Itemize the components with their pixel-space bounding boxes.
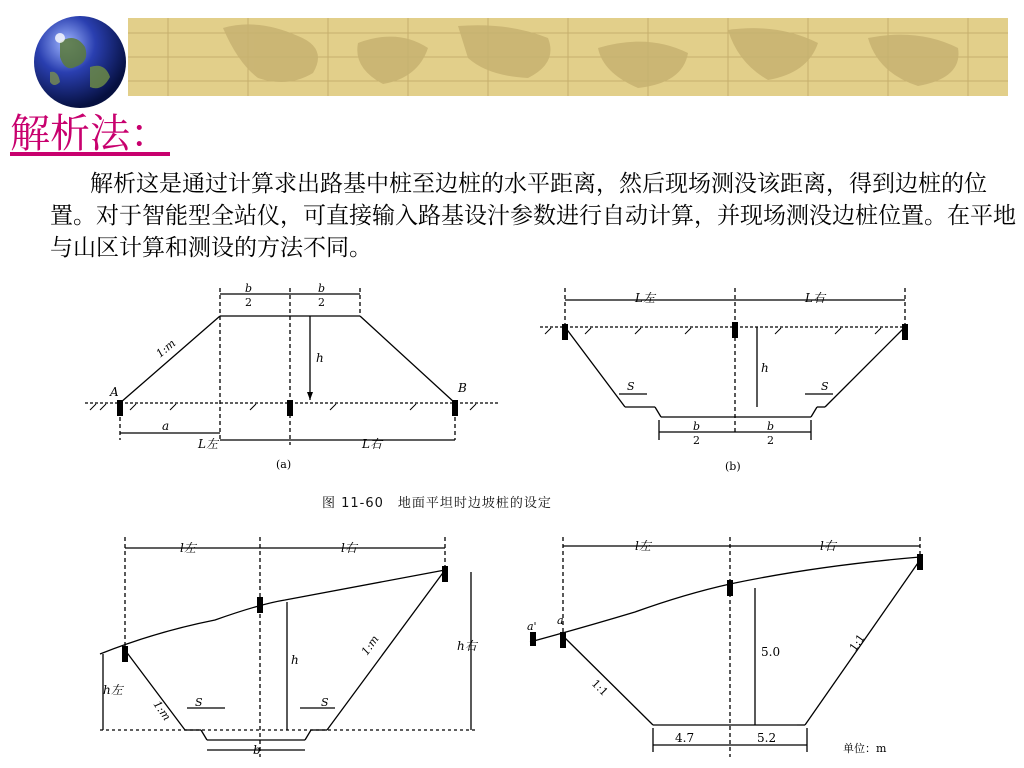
globe-icon: [30, 12, 130, 112]
label-s-right: S: [821, 380, 829, 393]
body-paragraph: [50, 168, 1024, 264]
label-L-right: L右: [805, 291, 825, 305]
label-a-prime: a': [527, 620, 537, 633]
label-b-left: b: [693, 420, 701, 433]
label-h-left: h左: [103, 683, 123, 697]
label-width-right: 5.2: [757, 731, 777, 745]
label-l-right: l右: [341, 541, 357, 555]
label-two-right: 2: [767, 434, 774, 447]
label-slope-right: 1:m: [358, 632, 382, 658]
page-title: 解析法：: [10, 111, 170, 157]
figure-caption: 图 11-60 地面平坦时边坡桩的设定: [322, 496, 552, 511]
label-l-right: l右: [820, 539, 836, 553]
panel-label-b: (b): [725, 460, 741, 473]
figure-c: [95, 532, 495, 766]
header-banner: [128, 18, 1008, 96]
label-two-left: 2: [693, 434, 700, 447]
label-point-a: A: [110, 385, 119, 399]
label-a: a: [557, 614, 564, 627]
figure-d: [525, 532, 925, 766]
label-height: 5.0: [761, 645, 781, 659]
panel-label-a: (a): [276, 458, 292, 471]
label-b-right: b: [767, 420, 775, 433]
label-s-left: S: [195, 696, 203, 709]
label-b: b: [253, 743, 261, 757]
figure-b: [535, 282, 915, 481]
label-h: h: [291, 653, 299, 667]
label-point-b: B: [458, 381, 467, 395]
label-width-left: 4.7: [675, 731, 695, 745]
label-unit: 单位：m: [843, 742, 887, 755]
label-s-right: S: [321, 696, 329, 709]
figure-a: [80, 280, 510, 479]
label-a: a: [162, 419, 170, 433]
label-l-left: l左: [180, 541, 196, 555]
label-s-left: S: [627, 380, 635, 393]
label-slope-right: 1:1: [846, 631, 868, 654]
label-h-right: h右: [457, 639, 477, 653]
label-L-left: L左: [635, 291, 655, 305]
label-L-left: L左: [198, 437, 218, 451]
label-b-half-right: b: [318, 282, 326, 295]
label-h: h: [316, 351, 324, 365]
label-slope: 1:m: [153, 336, 179, 361]
label-slope-left: 1:m: [150, 698, 174, 724]
label-b-half-left: b: [245, 282, 253, 295]
label-L-right: L右: [362, 437, 382, 451]
label-two-left: 2: [245, 296, 252, 309]
label-h: h: [761, 361, 769, 375]
label-two-right: 2: [318, 296, 325, 309]
paragraph-text: 解析这是通过计算求出路基中桩至边桩的水平距离，然后现场测没该距离，得到边桩的位置。对于智能型全站仪，可直接输入路基设汁参数进行自动计算，并现场测没边桩位置。在平地与山区计算和测设的方法不同。: [50, 171, 1016, 261]
label-slope-left: 1:1: [588, 676, 611, 699]
label-l-left: l左: [635, 539, 651, 553]
